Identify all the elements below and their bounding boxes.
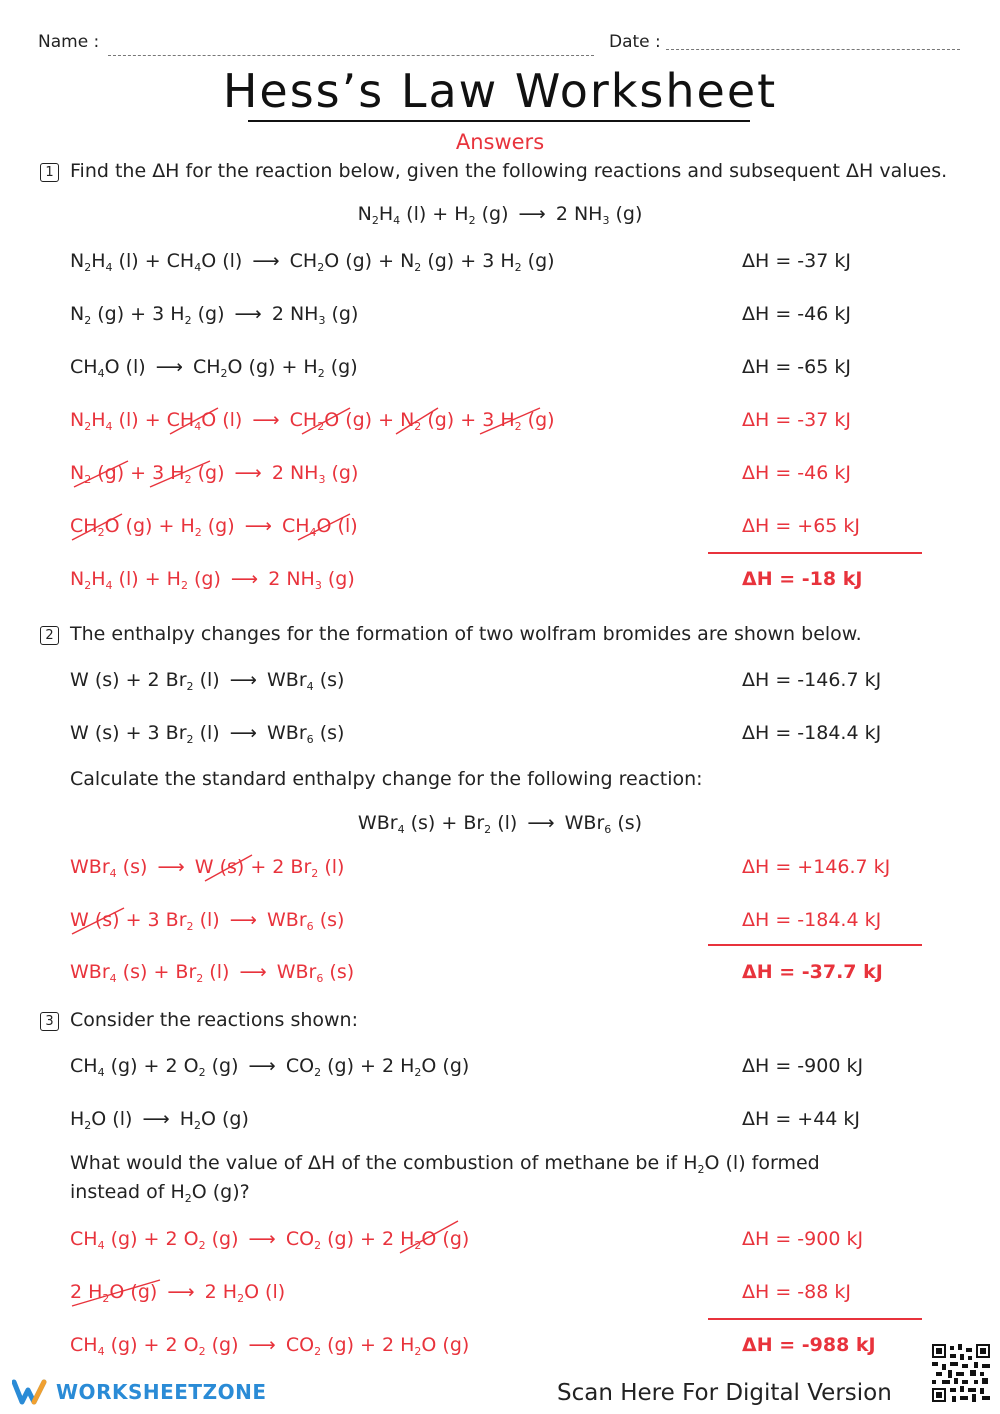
q1-given-equation-3: $CH_4O$ (l) ⟶ $CH_2O$ $(g) + H_2$ (g) (70, 356, 358, 380)
q3-answer-dh-2: ΔH = -88 kJ (742, 1281, 851, 1303)
q1-given-dh-3: ΔH = -65 kJ (742, 356, 851, 378)
q1-target-equation: $N_2H_4$ $(l) + H_2$ (g) ⟶ 2 $NH_3$ (g) (357, 203, 643, 227)
q3-sum-line (708, 1318, 922, 1320)
q2-result-dh: ΔH = -37.7 kJ (742, 961, 883, 983)
q1-given-dh-1: ΔH = -37 kJ (742, 250, 851, 272)
question-3-prompt: Consider the reactions shown: (70, 1009, 358, 1031)
page-title: Hess’s Law Worksheet (222, 64, 778, 118)
question-number-1: 1 (40, 163, 59, 182)
question-1-prompt: Find the ΔH for the reaction below, given the following reactions and subsequent ΔH values. (70, 160, 948, 182)
q2-answer-dh-1: ΔH = +146.7 kJ (742, 856, 891, 878)
q2-given-equation-1: W (s) + 2 $Br_2$ (l) ⟶ WBr$_4$ (s) (70, 669, 345, 693)
question-2-prompt: The enthalpy changes for the formation of two wolfram bromides are shown below. (70, 623, 862, 645)
q2-given-dh-2: ΔH = -184.4 kJ (742, 722, 882, 744)
q3-answer-dh-1: ΔH = -900 kJ (742, 1228, 864, 1250)
date-label: Date : (609, 32, 661, 52)
date-field[interactable] (666, 49, 960, 50)
q3-result-equation: $CH_4$ (g) + 2 $O_2$ (g) ⟶ $CO_2$ (g) + 2 $H_2O$ (g) (70, 1334, 470, 1358)
q1-result-dh: ΔH = -18 kJ (742, 568, 863, 590)
q2-answer-equation-2: W (s) + 3 $Br_2$ (l) ⟶ WBr$_6$ (s) (70, 909, 345, 933)
qr-code-icon[interactable] (932, 1344, 990, 1402)
q2-result-equation: WBr$_4$ $(s) + Br_2$ (l) ⟶ WBr$_6$ (s) (70, 961, 355, 985)
page-subtitle: Answers (455, 130, 545, 154)
question-2-prompt-2: Calculate the standard enthalpy change for the following reaction: (70, 768, 703, 790)
question-number-2: 2 (40, 626, 59, 645)
q1-result-equation: $N_2H_4$ $(l) + H_2$ (g) ⟶ 2 $NH_3$ (g) (70, 568, 355, 592)
q3-answer-equation-1: $CH_4$ (g) + 2 $O_2$ (g) ⟶ $CO_2$ (g) + 2 $H_2O$ (g) (70, 1228, 470, 1252)
q3-given-dh-1: ΔH = -900 kJ (742, 1055, 864, 1077)
worksheetzone-logo-icon (12, 1378, 52, 1406)
title-underline (248, 120, 750, 122)
q1-given-equation-1: $N_2H_4$ $(l) + CH_4O$ (l) ⟶ $CH_2O$ $(g) + N_2$ (g) + 3 $H_2$ (g) (70, 250, 555, 274)
brand-name: WORKSHEETZONE (56, 1380, 267, 1404)
q3-given-dh-2: ΔH = +44 kJ (742, 1108, 861, 1130)
q1-answer-dh-1: ΔH = -37 kJ (742, 409, 851, 431)
q2-answer-dh-2: ΔH = -184.4 kJ (742, 909, 882, 931)
name-label: Name : (38, 32, 100, 52)
q3-answer-equation-2: 2 $H_2O$ (g) ⟶ 2 $H_2O$ (l) (70, 1281, 286, 1305)
question-number-3: 3 (40, 1012, 59, 1031)
q2-sum-line (708, 944, 922, 946)
q1-answer-equation-3: $CH_2O$ $(g) + H_2$ (g) ⟶ $CH_4O$ (l) (70, 515, 358, 539)
scan-caption: Scan Here For Digital Version (557, 1380, 892, 1406)
q1-answer-equation-1: $N_2H_4$ $(l) + CH_4O$ (l) ⟶ $CH_2O$ $(g) + N_2$ (g) + 3 $H_2$ (g) (70, 409, 555, 433)
q3-question-line-1: What would the value of ΔH of the combustion of methane be if $H_2O$ (l) formed (70, 1152, 820, 1176)
q3-question-line-2: instead of $H_2O$ (g)? (70, 1181, 250, 1205)
q2-target-equation: WBr$_4$ $(s) + Br_2$ (l) ⟶ WBr$_6$ (s) (357, 812, 643, 836)
q1-given-equation-2: $N_2$ (g) + 3 $H_2$ (g) ⟶ 2 $NH_3$ (g) (70, 303, 359, 327)
q3-result-dh: ΔH = -988 kJ (742, 1334, 876, 1356)
q2-given-dh-1: ΔH = -146.7 kJ (742, 669, 882, 691)
name-field[interactable] (108, 55, 594, 56)
q3-given-equation-2: $H_2O$ (l) ⟶ $H_2O$ (g) (70, 1108, 249, 1132)
q1-given-dh-2: ΔH = -46 kJ (742, 303, 851, 325)
q1-sum-line (708, 552, 922, 554)
q1-answer-dh-2: ΔH = -46 kJ (742, 462, 851, 484)
q1-answer-dh-3: ΔH = +65 kJ (742, 515, 861, 537)
q3-given-equation-1: $CH_4$ (g) + 2 $O_2$ (g) ⟶ $CO_2$ (g) + 2 $H_2O$ (g) (70, 1055, 470, 1079)
q1-answer-equation-2: $N_2$ (g) + 3 $H_2$ (g) ⟶ 2 $NH_3$ (g) (70, 462, 359, 486)
q2-answer-equation-1: WBr$_4$ (s) ⟶ W (s) + 2 $Br_2$ (l) (70, 856, 345, 880)
q2-given-equation-2: W (s) + 3 $Br_2$ (l) ⟶ WBr$_6$ (s) (70, 722, 345, 746)
